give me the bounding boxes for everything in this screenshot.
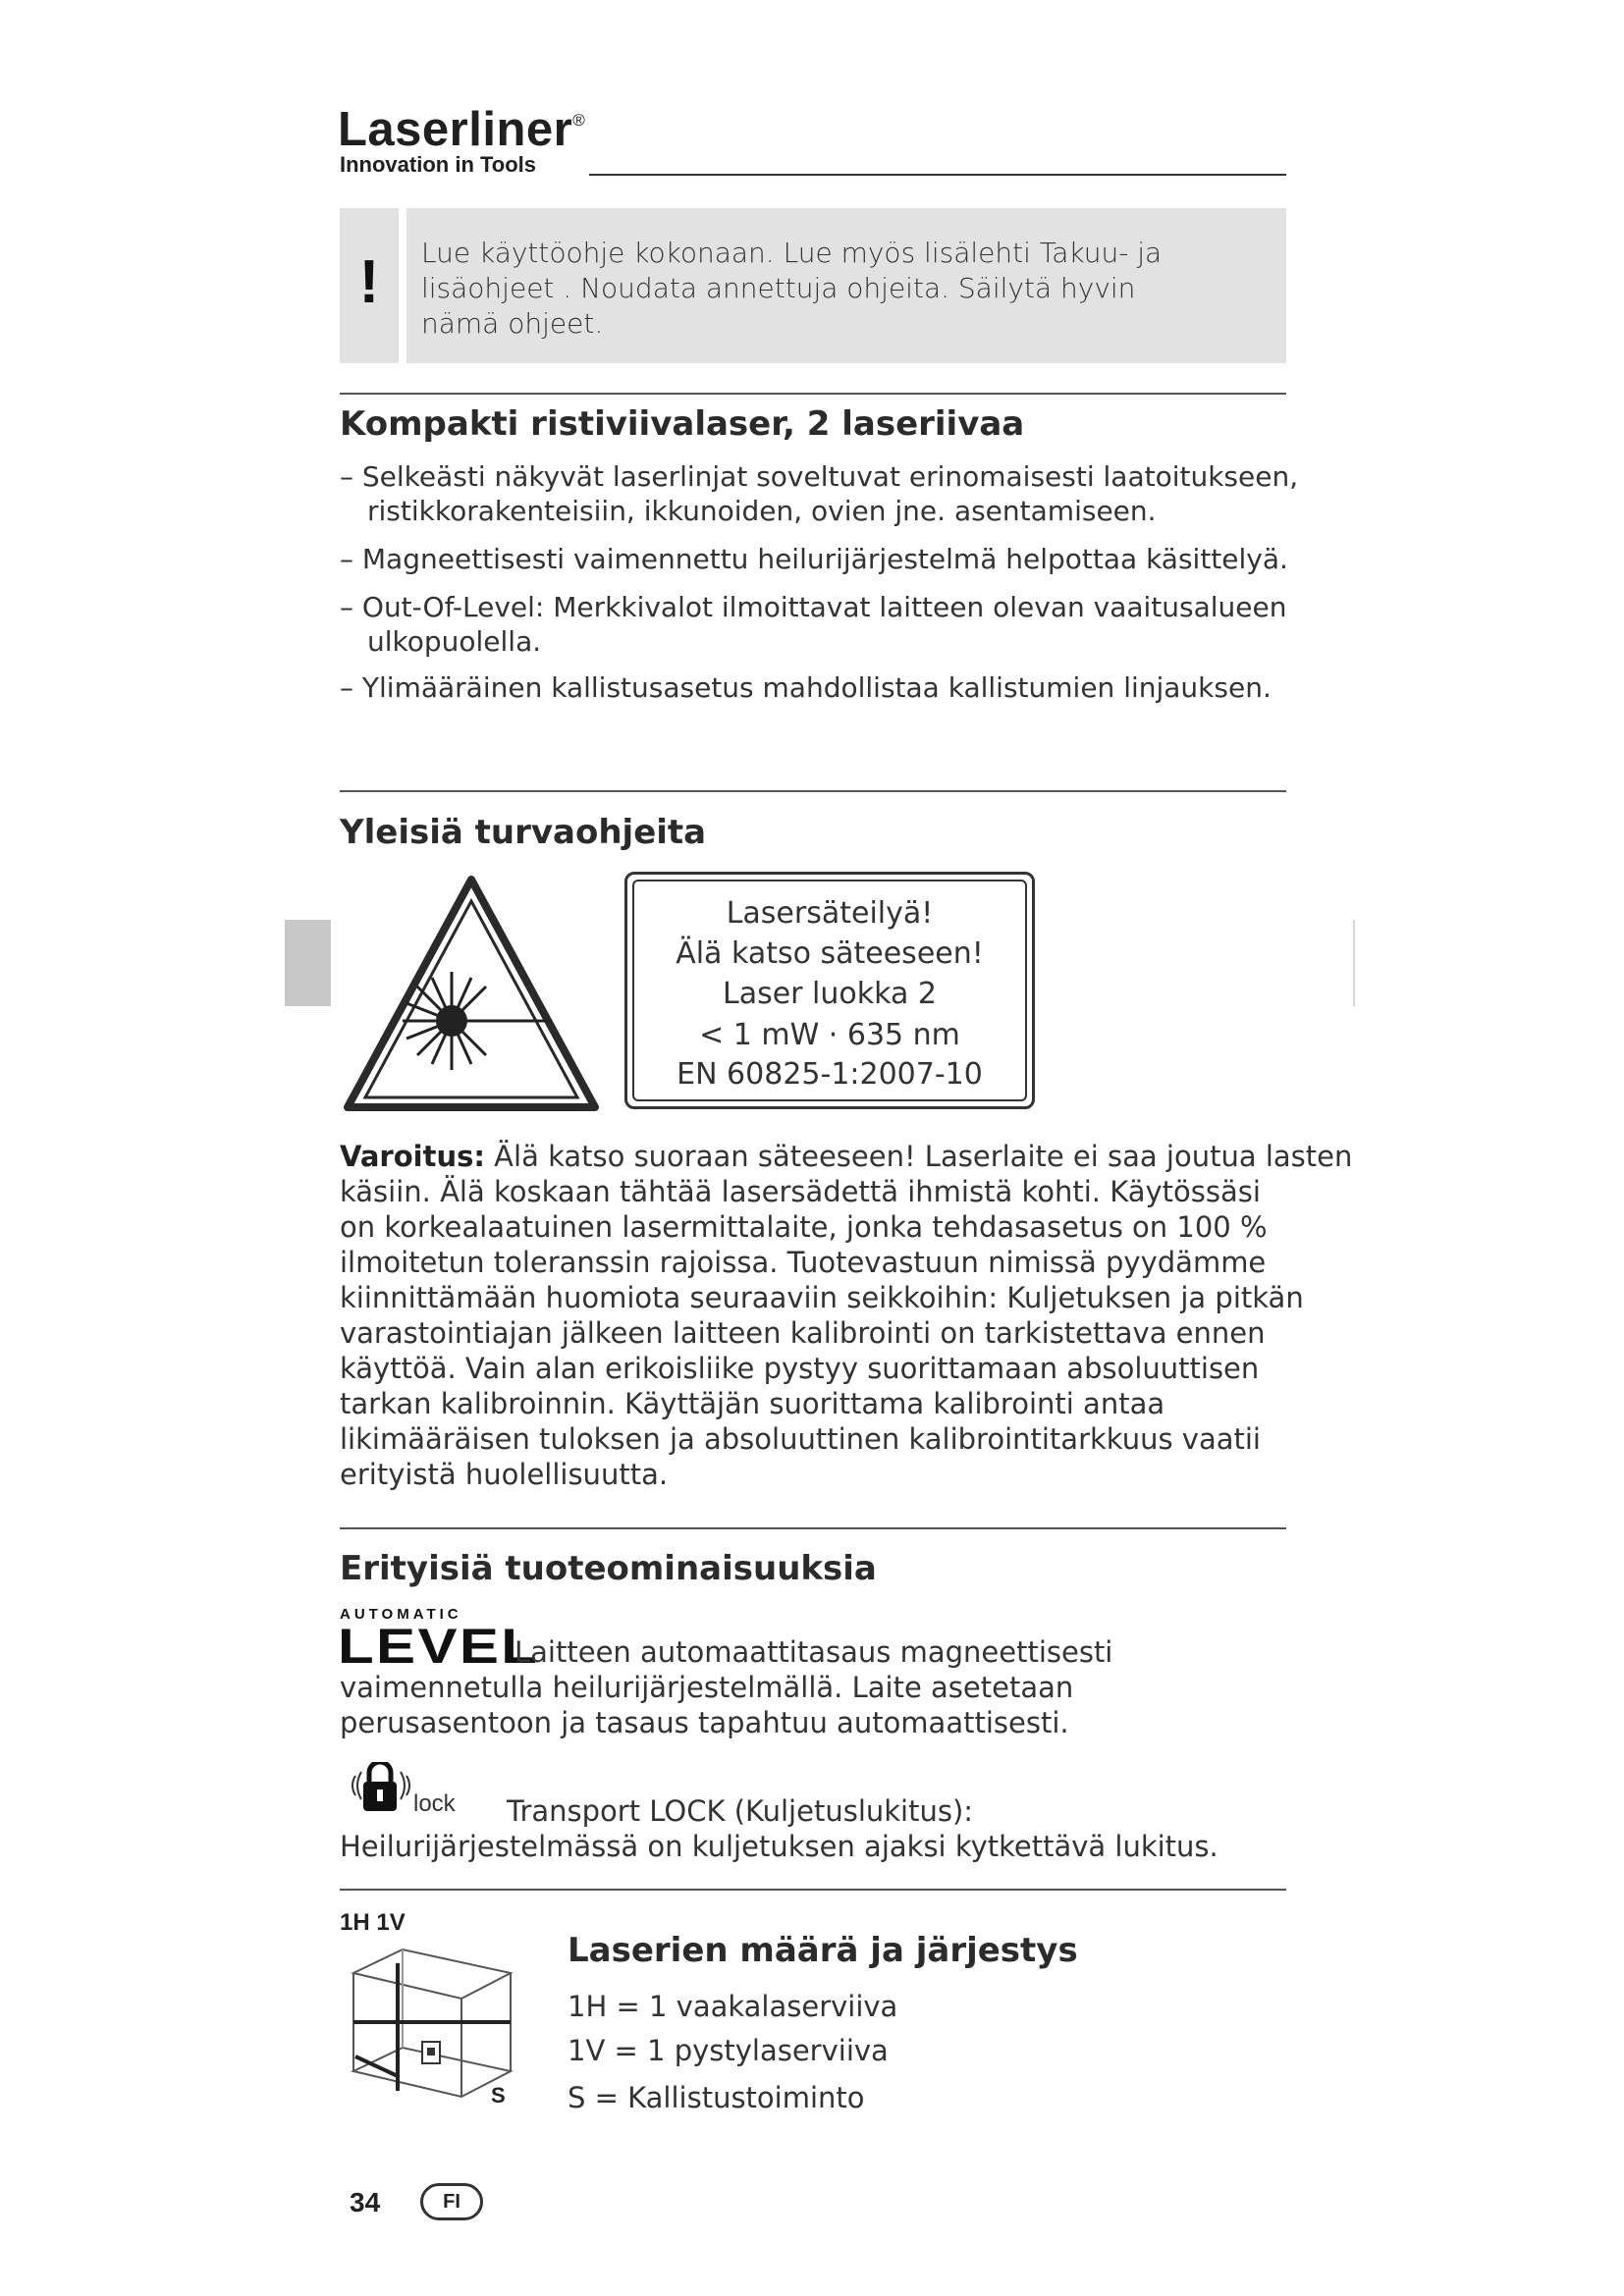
list-item: ristikkorakenteisiin, ikkunoiden, ovien jne. asentamiseen.: [367, 495, 1157, 527]
edge-mark: [1353, 920, 1355, 1006]
list-item: – Magneettisesti vaimennettu heilurijärjestelmä helpottaa käsittelyä.: [340, 543, 1288, 575]
warning-line: käsiin. Älä koskaan tähtää lasersädettä ihmistä kohti. Käytössäsi: [340, 1175, 1261, 1208]
list-item: ulkopuolella.: [367, 625, 542, 658]
tilt-label: S: [491, 2083, 506, 2108]
list-item: – Ylimääräinen kallistusasetus mahdollistaa kallistumien linjauksen.: [340, 671, 1272, 704]
list-item: – Selkeästi näkyvät laserlinjat soveltuvat erinomaisesti laatoitukseen,: [340, 460, 1299, 493]
laser-warning-icon: [342, 874, 601, 1113]
list-item: – Out-Of-Level: Merkkivalot ilmoittavat laitteen olevan vaaitusalueen: [340, 591, 1287, 623]
laser-class-label: [624, 872, 1035, 1109]
side-tab: [285, 920, 331, 1006]
warning-paragraph: [340, 1139, 1353, 1502]
warning-line: erityistä huolellisuutta.: [340, 1458, 669, 1491]
text-line: perusasentoon ja tasaus tapahtuu automaattisesti.: [340, 1706, 1069, 1739]
section-heading-safety: Yleisiä turvaohjeita: [340, 813, 707, 852]
feature-list: [340, 459, 1299, 715]
label-line: < 1 mW · 635 nm: [699, 1018, 960, 1052]
header-divider: [589, 174, 1286, 176]
label-line: Lasersäteilyä!: [726, 896, 934, 931]
language-badge: FI: [420, 2183, 483, 2220]
brand-logo: Laserliner®: [338, 103, 586, 156]
warning-line: likimääräisen tuloksen ja absoluuttinen kalibrointitarkkuus vaatii: [340, 1422, 1261, 1456]
section-divider: [340, 1527, 1286, 1529]
exclamation-icon: !: [340, 208, 399, 363]
diagram-label: 1H 1V: [340, 1909, 406, 1936]
page-number: 34: [350, 2187, 381, 2217]
warning-line: on korkealaatuinen lasermittalaite, jonka tehdasasetus on 100 %: [340, 1210, 1268, 1244]
list-item: 1H = 1 vaakalaserviiva: [568, 1990, 898, 2023]
label-line: Laser luokka 2: [723, 977, 937, 1011]
warning-line: ilmoitetun toleranssin rajoissa. Tuotevastuun nimissä pyydämme: [340, 1246, 1267, 1279]
warning-line: käyttöä. Vain alan erikoisliike pystyy suorittamaan absoluuttisen: [340, 1352, 1260, 1385]
notice-line: lisäohjeet . Noudata annettuja ohjeita. Säilytä hyvin: [421, 272, 1136, 304]
list-item: 1V = 1 pystylaserviiva: [568, 2034, 889, 2067]
warning-line: Varoitus: Älä katso suoraan säteeseen! Laserlaite ei saa joutua lasten: [340, 1140, 1353, 1173]
text-line: Transport LOCK (Kuljetuslukitus):: [507, 1794, 974, 1828]
label-line: EN 60825-1:2007-10: [677, 1057, 983, 1092]
list-item: S = Kallistustoiminto: [568, 2081, 865, 2114]
section-divider: [340, 1889, 1286, 1891]
section-heading-intro: Kompakti ristiviivalaser, 2 laseriivaa: [340, 404, 1025, 444]
notice-line: Lue käyttöohje kokonaan. Lue myös lisälehti Takuu- ja: [421, 237, 1163, 269]
label-line: Älä katso säteeseen!: [676, 936, 984, 971]
lock-word: lock: [413, 1790, 456, 1817]
text-line: Laitteen automaattitasaus magneettisesti: [514, 1635, 1113, 1669]
section-divider: [340, 393, 1286, 395]
text-line: vaimennetulla heilurijärjestelmällä. Laite asetetaan: [340, 1671, 1074, 1704]
warning-line: kiinnittämään huomiota seuraaviin seikkoihin: Kuljetuksen ja pitkän: [340, 1281, 1304, 1314]
auto-level-text: [340, 1634, 1297, 1742]
brand-tagline: Innovation in Tools: [340, 152, 537, 177]
notice-text: [421, 236, 1266, 342]
warning-line: varastointiajan jälkeen laitteen kalibrointi on tarkistettava ennen: [340, 1316, 1266, 1350]
notice-line: nämä ohjeet.: [421, 307, 604, 340]
section-heading-features: Erityisiä tuoteominaisuuksia: [340, 1549, 877, 1588]
section-divider: [340, 790, 1286, 792]
section-heading-lasers: Laserien määrä ja järjestys: [568, 1931, 1078, 1970]
automatic-level-icon: LEVEL: [338, 1619, 540, 1674]
automatic-level-icon-caption: AUTOMATIC: [340, 1606, 462, 1623]
text-line: Heilurijärjestelmässä on kuljetuksen ajaksi kytkettävä lukitus.: [340, 1830, 1218, 1863]
warning-label: Varoitus:: [340, 1140, 485, 1173]
lock-text: [340, 1793, 1297, 1872]
warning-line: tarkan kalibroinnin. Käyttäjän suorittama kalibrointi antaa: [340, 1387, 1165, 1420]
